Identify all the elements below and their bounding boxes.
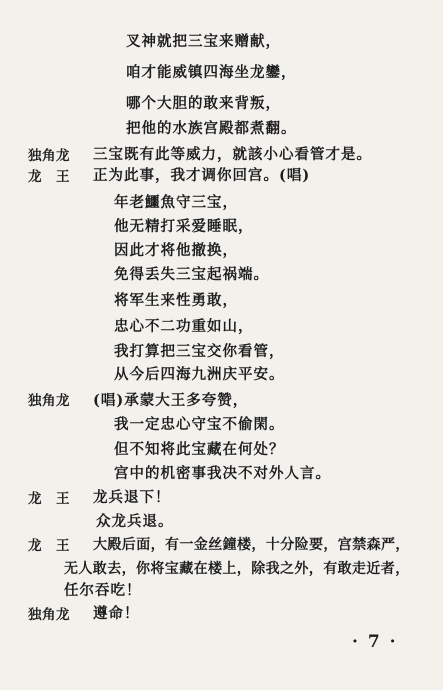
dialogue-line: (唱)承蒙大王多夸赞， xyxy=(93,392,249,409)
verse-line: 宫中的机密事我决不对外人言。 xyxy=(114,465,331,482)
verse-line: 免得丢失三宝起祸端。 xyxy=(114,266,269,283)
verse-line: 将军生来性勇敢， xyxy=(114,292,238,309)
speaker-label: 龙 王 xyxy=(28,169,70,185)
verse-line: 咱才能威镇四海坐龙鑾， xyxy=(126,64,297,81)
dialogue-line: 三宝既有此等威力，就該小心看管才是。 xyxy=(93,146,372,163)
page-number: · 7 · xyxy=(352,632,398,652)
verse-line: 我打算把三宝交你看管， xyxy=(114,343,285,360)
verse-line: 哪个大胆的敢来背叛， xyxy=(126,95,281,112)
verse-line: 我一定忠心守宝不偷閑。 xyxy=(114,416,285,433)
verse-line: 因此才将他撤换， xyxy=(114,242,238,259)
dialogue-line: 任尔吞吃！ xyxy=(64,582,142,599)
verse-line: 忠心不二功重如山， xyxy=(114,318,254,335)
speaker-label: 独角龙 xyxy=(28,148,70,164)
speaker-label: 独角龙 xyxy=(28,393,70,409)
dialogue-line: 遵命！ xyxy=(93,605,140,622)
speaker-label: 龙 王 xyxy=(28,538,70,554)
verse-line: 但不知将此宝藏在何处？ xyxy=(114,441,285,458)
dialogue-line: 无人敢去，你将宝藏在楼上，除我之外，有敢走近者， xyxy=(64,561,410,577)
verse-line: 年老鱷魚守三宝， xyxy=(114,194,238,211)
verse-line: 他无精打采爱睡眠， xyxy=(114,218,254,235)
dialogue-line: 正为此事，我才调你回宫。(唱) xyxy=(93,167,311,184)
speaker-label: 独角龙 xyxy=(28,607,70,623)
dialogue-line: 龙兵退下！ xyxy=(93,489,171,506)
speaker-label: 龙 王 xyxy=(28,491,70,507)
verse-line: 把他的水族宫殿都煮翻。 xyxy=(126,120,297,137)
verse-line: 叉神就把三宝来赠献， xyxy=(126,33,281,50)
dialogue-line: 大殿后面，有一金丝鐘楼，十分险要，宫禁森严， xyxy=(93,537,410,553)
verse-line: 从今后四海九洲庆平安。 xyxy=(114,366,285,383)
stage-direction: 众龙兵退。 xyxy=(96,513,174,530)
